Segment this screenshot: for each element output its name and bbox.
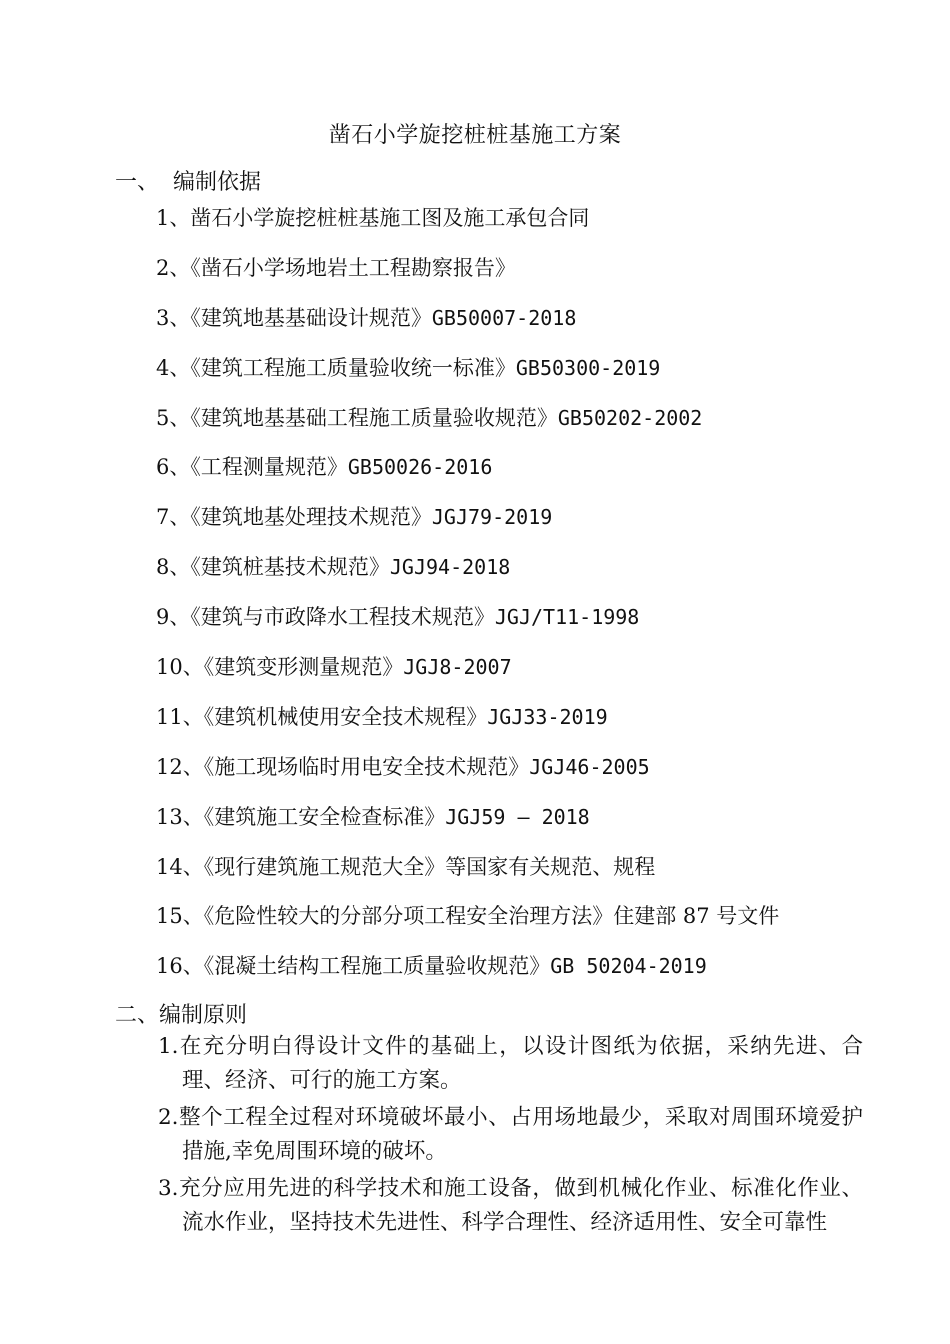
reference-list [156,203,779,1001]
reference-title: 1、凿石小学旋挖桩桩基施工图及施工承包合同 [156,206,590,230]
principle-item: 2.整个工程全过程对环境破坏最小、占用场地最少，采取对周围环境爱护措施,幸免周围环境的破坏。 [158,1105,863,1164]
reference-title: 10、《建筑变形测量规范》 [156,655,404,680]
section-heading-principles: 二、编制原则 [115,1003,248,1028]
reference-item [156,901,779,951]
reference-title: 3、《建筑地基基础设计规范》 [156,305,432,330]
reference-code: JGJ46-2005 [529,754,650,779]
reference-code: JGJ8-2007 [403,655,512,680]
reference-code: GB50026-2016 [347,455,493,480]
reference-item [156,702,779,752]
reference-item [156,552,779,602]
reference-code: GB 50204-2019 [550,954,707,979]
reference-item [156,652,779,702]
reference-item [156,602,779,652]
reference-title: 13、《建筑施工安全检查标准》 [156,804,446,829]
reference-item [156,353,779,403]
section-heading-basis [115,165,261,196]
reference-item [156,403,779,453]
reference-code: GB50007-2018 [431,305,577,330]
reference-item [156,452,779,502]
reference-item [156,303,779,353]
reference-title: 15、《危险性较大的分部分项工程安全治理方法》住建部 87 号文件 [156,904,780,929]
reference-code: JGJ79-2019 [431,505,553,530]
document-title: 凿石小学旋挖桩桩基施工方案 [328,123,622,148]
reference-code: JGJ59 – 2018 [445,804,590,829]
reference-item [156,502,779,552]
section-number: 一、 [115,170,160,195]
reference-title: 12、《施工现场临时用电安全技术规范》 [156,754,530,779]
reference-item [156,802,779,852]
reference-code: GB50202-2002 [557,405,703,430]
principle-item: 1.在充分明白得设计文件的基础上，以设计图纸为依据，采纳先进、合理、经济、可行的施工方案。 [158,1034,863,1093]
reference-title: 5、《建筑地基基础工程施工质量验收规范》 [156,405,558,430]
reference-code: GB50300-2019 [515,355,661,380]
reference-title: 16、《混凝土结构工程施工质量验收规范》 [156,954,551,979]
reference-item [156,203,779,253]
reference-code: JGJ/T11-1998 [494,605,640,630]
reference-title: 7、《建筑地基处理技术规范》 [156,505,432,530]
reference-title: 14、《现行建筑施工规范大全》等国家有关规范、规程 [156,854,656,879]
reference-item [156,852,779,902]
reference-item [156,951,779,1001]
principles-list [158,1030,863,1243]
principle-item: 3.充分应用先进的科学技术和施工设备，做到机械化作业、标准化作业、流水作业，坚持技术先进性、科学合理性、经济适用性、安全可靠性 [158,1176,863,1235]
reference-title: 11、《建筑机械使用安全技术规程》 [156,704,488,729]
reference-item [156,253,779,303]
reference-title: 6、《工程测量规范》 [156,455,348,480]
section-label: 编制依据 [173,170,262,195]
reference-title: 4、《建筑工程施工质量验收统一标准》 [156,355,516,380]
reference-title: 9、《建筑与市政降水工程技术规范》 [156,605,495,630]
reference-code: JGJ94-2018 [389,555,511,580]
reference-title: 2、《凿石小学场地岩土工程勘察报告》 [156,255,516,280]
reference-code: JGJ33-2019 [487,704,608,729]
reference-item [156,752,779,802]
reference-title: 8、《建筑桩基技术规范》 [156,555,390,580]
